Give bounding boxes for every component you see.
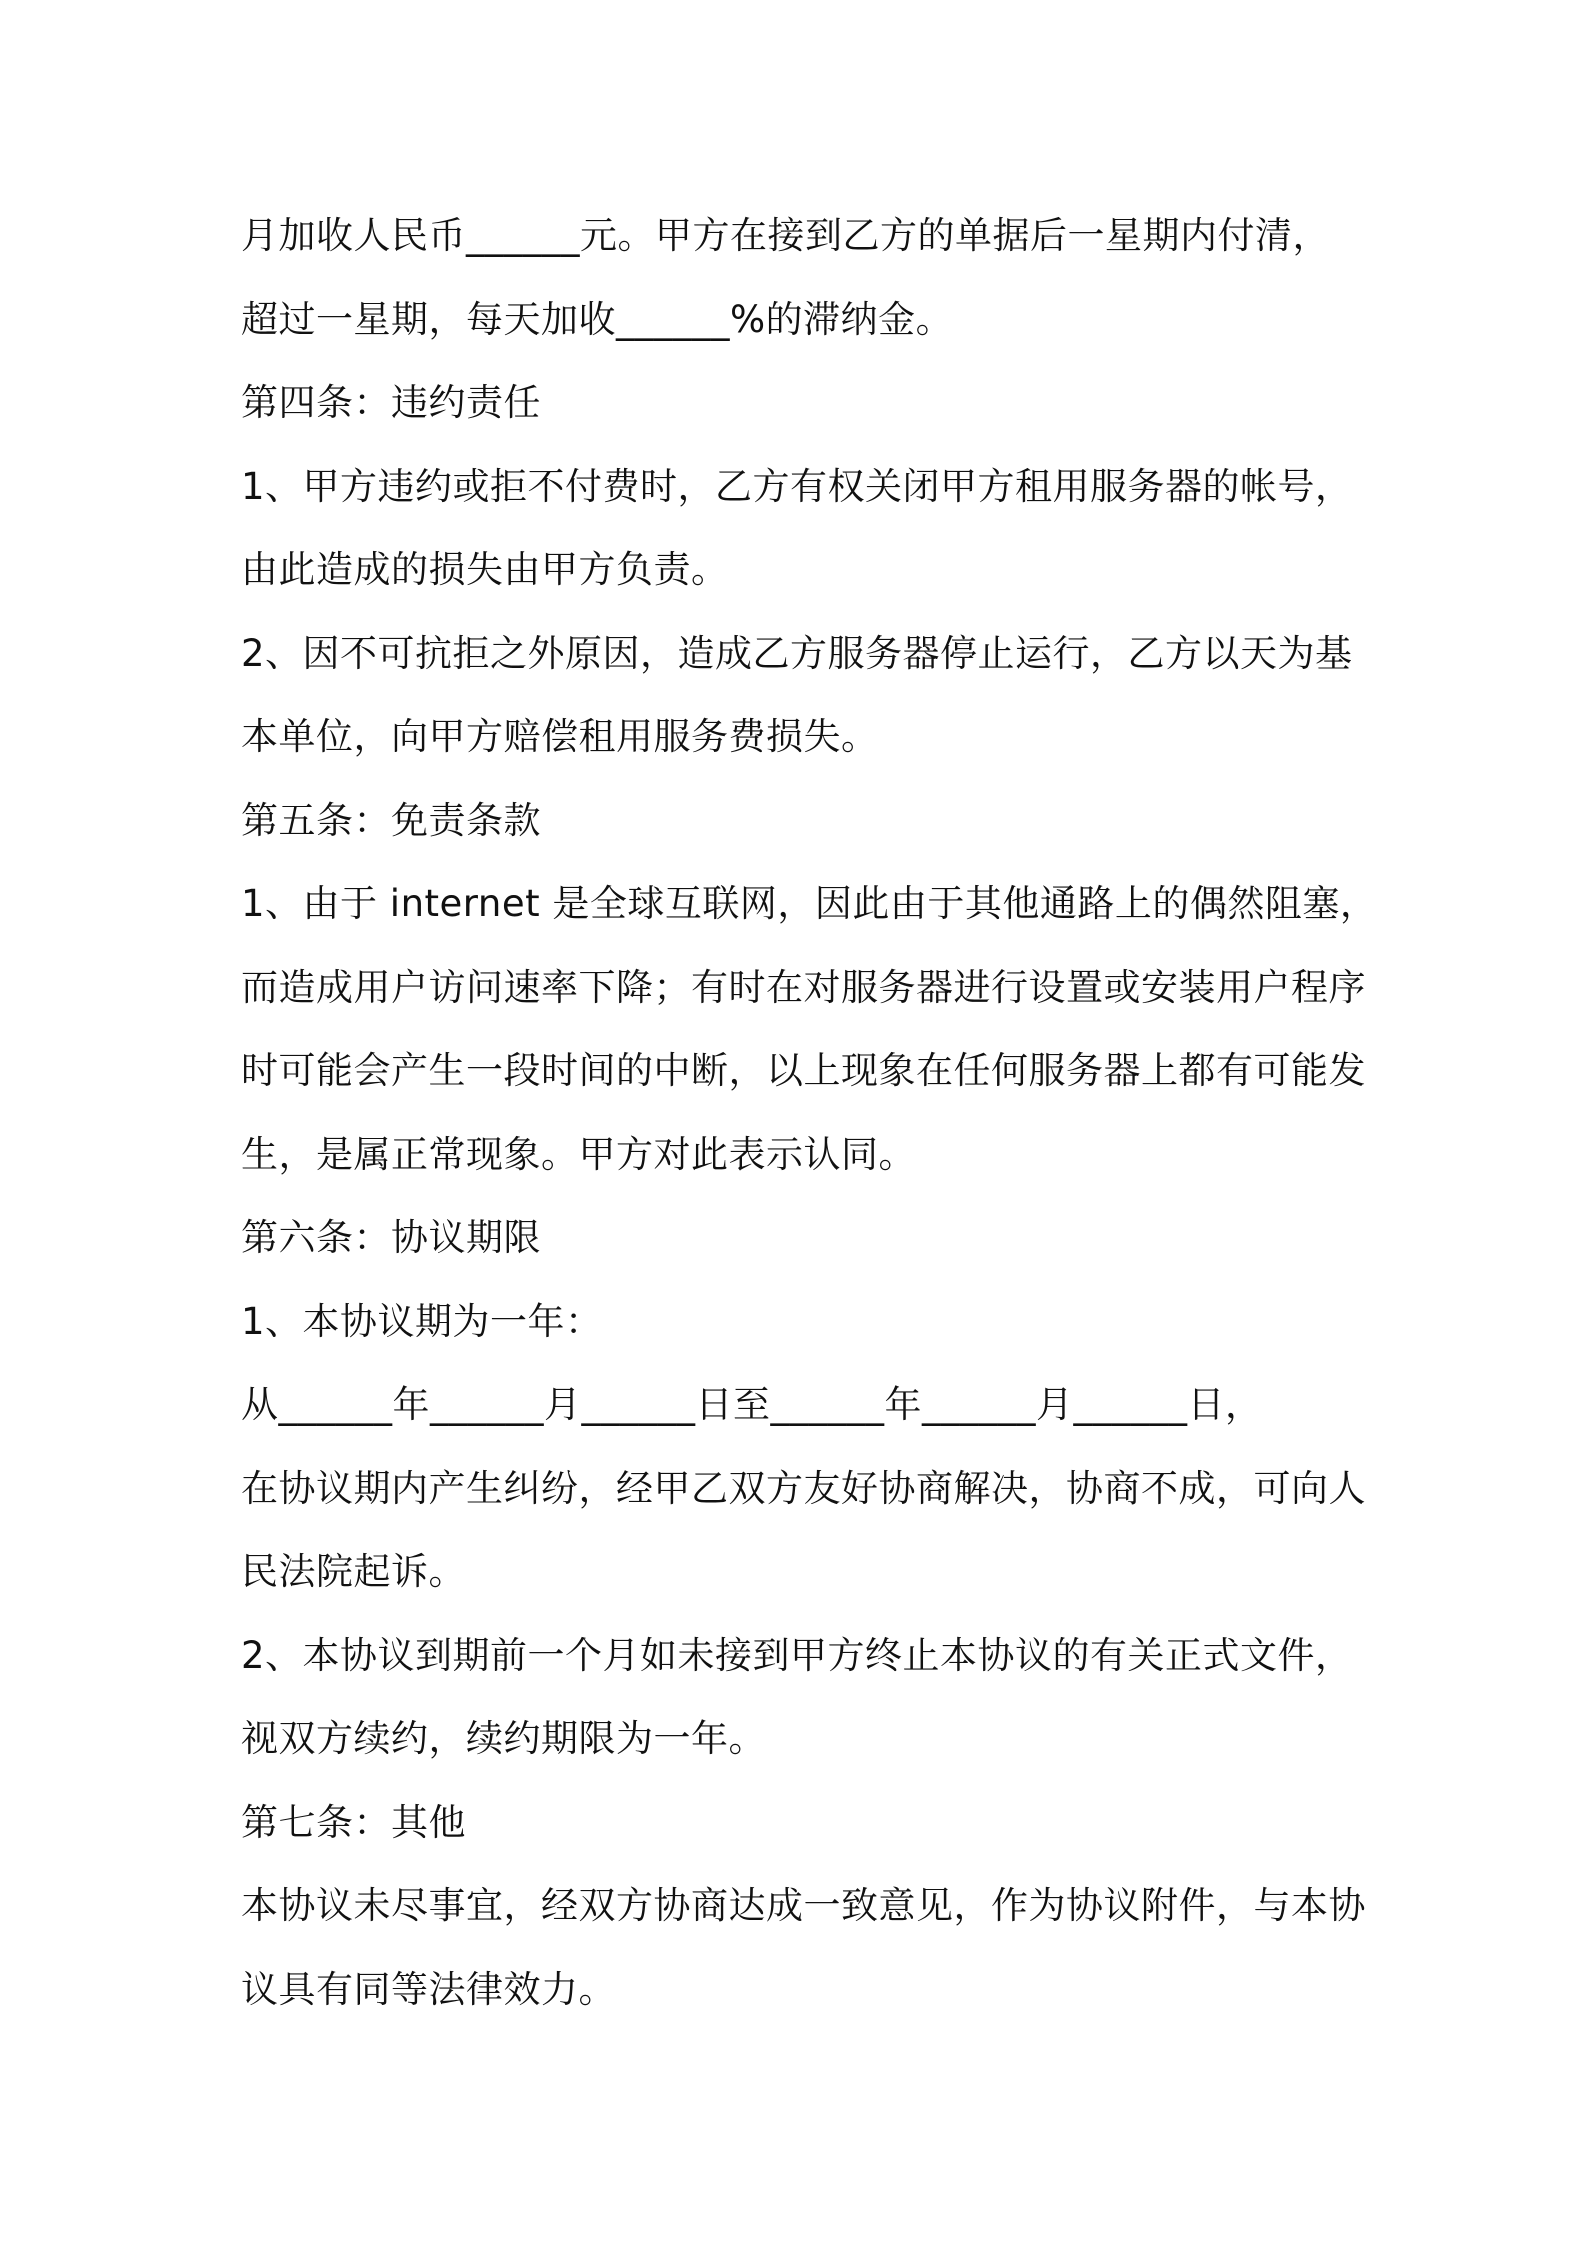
text-line-article-7-cont: 议具有同等法律效力。 (241, 1967, 616, 2011)
document-body (241, 194, 1378, 2031)
text-line-article-5-item-1-cont-b: 时可能会产生一段时间的中断，以上现象在任何服务器上都有可能发 (241, 1049, 1366, 1092)
text-line-article-4-item-1: 1、甲方违约或拒不付费时，乙方有权关闭甲方租用服务器的帐号， (241, 464, 1353, 508)
text-line-payment-terms: 月加收人民币______元。甲方在接到乙方的单据后一星期内付清， (241, 214, 1330, 257)
text-line-article-6-item-1: 1、本协议期为一年： (241, 1299, 603, 1343)
text-line-article-7: 本协议未尽事宜，经双方协商达成一致意见，作为协议附件，与本协 (241, 1884, 1366, 1927)
text-line-article-4-item-2-cont: 本单位，向甲方赔偿租用服务费损失。 (241, 715, 879, 758)
text-line-article-4-item-1-cont: 由此造成的损失由甲方负责。 (241, 548, 729, 591)
text-line-late-fee: 超过一星期，每天加收______%的滞纳金。 (241, 297, 954, 341)
text-line-dispute-resolution: 在协议期内产生纠纷，经甲乙双方友好协商解决，协商不成，可向人 (241, 1466, 1366, 1510)
text-line-article-5-item-1: 1、由于 internet 是全球互联网，因此由于其他通路上的偶然阻塞， (241, 882, 1378, 925)
text-line-article-5-item-1-cont-a: 而造成用户访问速率下降；有时在对服务器进行设置或安装用户程序 (241, 965, 1366, 1009)
section-heading-article-6: 第六条：协议期限 (241, 1216, 541, 1259)
text-line-term-dates: 从______年______月______日至______年______月______日， (241, 1383, 1263, 1426)
text-line-article-5-item-1-cont-c: 生，是属正常现象。甲方对此表示认同。 (241, 1132, 916, 1176)
text-line-article-6-item-2-cont: 视双方续约，续约期限为一年。 (241, 1717, 766, 1760)
section-heading-article-7: 第七条：其他 (241, 1800, 466, 1844)
text-line-dispute-resolution-cont: 民法院起诉。 (241, 1550, 466, 1593)
section-heading-article-4: 第四条：违约责任 (241, 381, 541, 424)
text-line-article-4-item-2: 2、因不可抗拒之外原因，造成乙方服务器停止运行，乙方以天为基 (241, 631, 1353, 675)
text-line-article-6-item-2: 2、本协议到期前一个月如未接到甲方终止本协议的有关正式文件， (241, 1633, 1353, 1677)
section-heading-article-5: 第五条：免责条款 (241, 798, 541, 842)
